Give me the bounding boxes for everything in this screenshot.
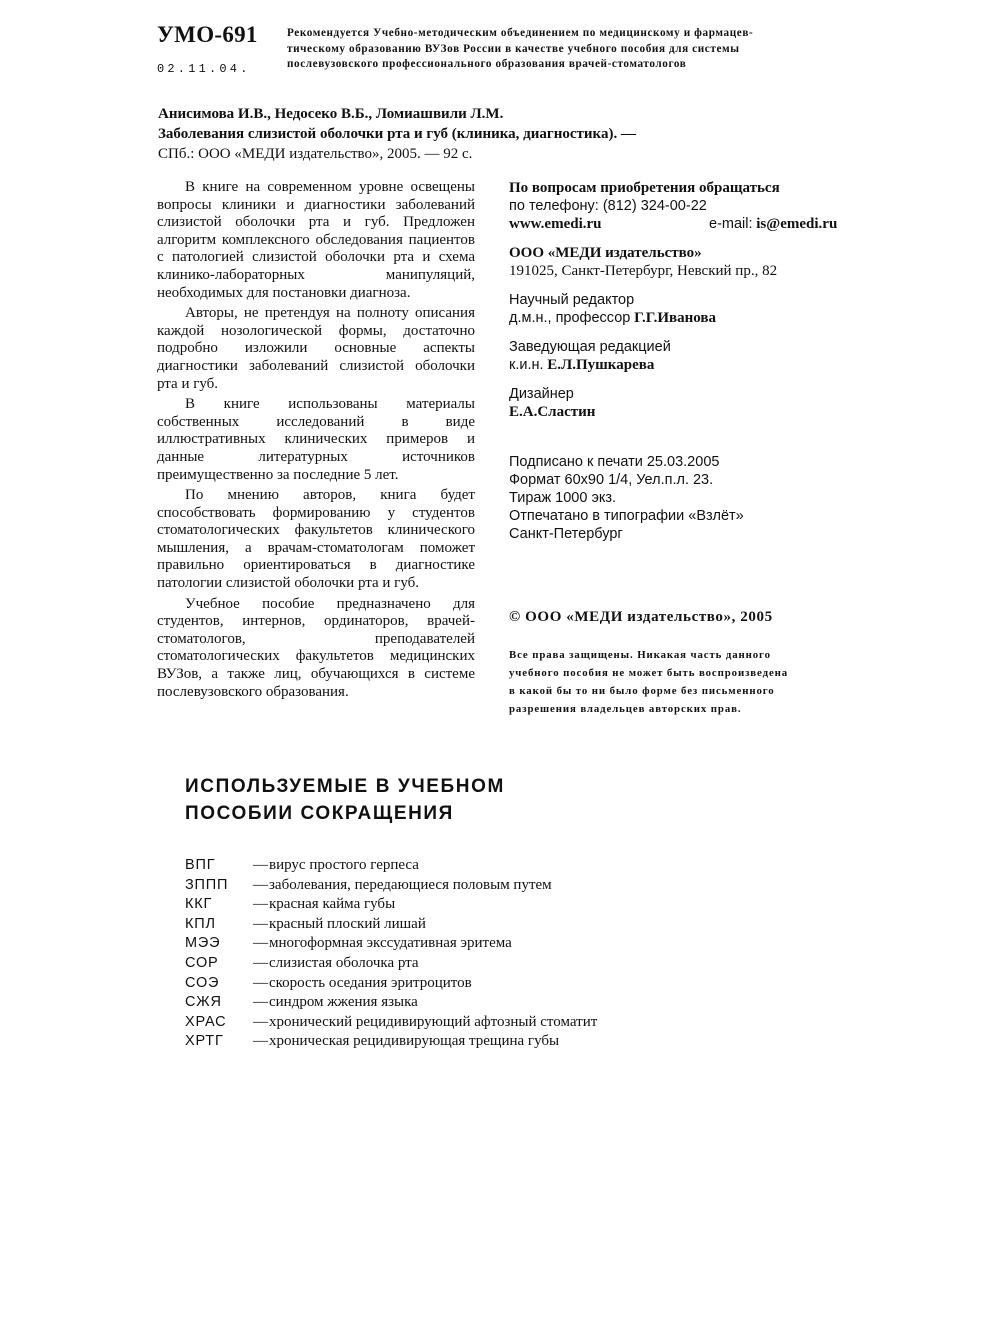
list-item — [185, 916, 597, 936]
abbr-meaning: красный плоский лишай — [269, 915, 426, 932]
contacts-block — [509, 179, 849, 233]
abbr-dash: — — [253, 1013, 268, 1030]
authors: Анисимова И.В., Недосеко В.Б., Ломиашвили Л.М. — [158, 106, 504, 122]
print-info-line: Отпечатано в типографии «Взлёт» — [509, 508, 744, 524]
list-item — [185, 857, 597, 877]
recommendation-note — [287, 26, 847, 73]
email-label: e-mail: — [709, 216, 753, 232]
imprint: СПб.: ООО «МЕДИ издательство», 2005. — 92 с. — [158, 146, 473, 162]
head-editor-block — [509, 338, 849, 374]
list-item — [185, 975, 597, 995]
abbr-dash: — — [253, 876, 268, 893]
book-title: Заболевания слизистой оболочки рта и губ (клиника, диагностика). — — [158, 126, 636, 142]
abbr-dash: — — [253, 994, 268, 1011]
abbr-code: ХРАС — [185, 1013, 227, 1030]
abbreviations-title-line: ПОСОБИИ СОКРАЩЕНИЯ — [185, 803, 454, 824]
abbr-code: КПЛ — [185, 915, 216, 932]
print-info-line: Санкт-Петербург — [509, 526, 623, 542]
contacts-heading: По вопросам приобретения обращаться — [509, 180, 780, 196]
print-info-line: Формат 60x90 1/4, Уел.п.л. 23. — [509, 472, 714, 488]
phone: по телефону: (812) 324-00-22 — [509, 198, 707, 214]
sci-editor-block — [509, 291, 849, 327]
sci-editor-name: Г.Г.Иванова — [634, 310, 716, 326]
sci-editor-degree: д.м.н., профессор — [509, 310, 631, 326]
designer-block — [509, 385, 849, 421]
recommendation-line: Рекомендуется Учебно-методическим объединением по медицинскому и фармацев- — [287, 27, 754, 39]
list-item — [185, 935, 597, 955]
recommendation-line: тическому образованию ВУЗов России в качестве учебного пособия для системы — [287, 42, 740, 55]
rights-notice — [509, 646, 849, 718]
abbr-code: ХРТГ — [185, 1033, 224, 1050]
abbr-code: ЗППП — [185, 876, 229, 893]
list-item — [185, 1033, 597, 1053]
print-info-line: Тираж 1000 экз. — [509, 490, 617, 506]
abbr-meaning: слизистая оболочка рта — [269, 954, 419, 971]
annotation-paragraph: Авторы, не претендуя на полноту описания каждой нозологической формы, достаточно подробно изложили основные аспекты диагностики заболеваний слизистой оболочки рта и губ. — [157, 305, 475, 392]
annotation-paragraph: По мнению авторов, книга будет способствовать формированию у студентов стоматологических факультетов клинического мышления, а врачам-стоматологам поможет правильно ориентироваться в диагностике патологии слизистой оболочки рта и губ. — [157, 487, 475, 592]
list-item — [185, 955, 597, 975]
annotation-paragraph: В книге использованы материалы собственных исследований в виде иллюстративных клинических примеров и данные литературных источников преимущественно за последние 5 лет. — [157, 396, 475, 483]
list-item — [185, 994, 597, 1014]
umo-code: УМО-691 — [157, 22, 258, 47]
abbr-code: СЖЯ — [185, 994, 222, 1011]
publisher-name: ООО «МЕДИ издательство» — [509, 245, 702, 261]
list-item — [185, 877, 597, 897]
designer-name: Е.А.Сластин — [509, 404, 596, 420]
abbreviations-title — [185, 773, 505, 827]
abbr-dash: — — [253, 1033, 268, 1050]
abbr-code: МЭЭ — [185, 935, 221, 952]
head-editor-role: Заведующая редакцией — [509, 339, 671, 355]
list-item — [185, 896, 597, 916]
abbr-meaning: хронический рецидивирующий афтозный стоматит — [269, 1013, 598, 1030]
bibliographic-record — [158, 104, 636, 164]
annotation-paragraph: В книге на современном уровне освещены вопросы клиники и диагностики заболеваний слизистой оболочки рта и губ. Предложен алгоритм комплексного обследования пациентов с патологией слизистой оболочки рта и схема клинико-лабораторных манипуляций, необходимых для постановки диагноза. — [157, 179, 475, 301]
annotation — [157, 179, 475, 704]
print-info — [509, 453, 849, 543]
rights-line: разрешения владельцев авторских прав. — [509, 703, 742, 715]
abbr-meaning: хроническая рецидивирующая трещина губы — [269, 1033, 560, 1050]
abbreviations-list — [185, 857, 597, 1053]
abbr-code: СОР — [185, 954, 219, 971]
abbr-meaning: заболевания, передающиеся половым путем — [269, 876, 552, 893]
abbr-meaning: красная кайма губы — [269, 896, 396, 913]
publisher-block — [509, 244, 849, 280]
rights-line: учебного пособия не может быть воспроизведена — [509, 667, 789, 679]
designer-role: Дизайнер — [509, 386, 574, 402]
abbr-code: ВПГ — [185, 857, 216, 873]
website-link[interactable]: www.emedi.ru — [509, 216, 602, 232]
email-link[interactable]: is@emedi.ru — [756, 216, 838, 232]
abbr-meaning: многоформная экссудативная эритема — [269, 935, 512, 952]
print-info-line: Подписано к печати 25.03.2005 — [509, 454, 720, 470]
rights-line: Все права защищены. Никакая часть данного — [509, 649, 771, 661]
recommendation-line: послевузовского профессионального образования врачей-стоматологов — [287, 58, 687, 70]
abbr-dash: — — [253, 896, 268, 913]
abbr-dash: — — [253, 935, 268, 952]
head-editor-name: Е.Л.Пушкарева — [547, 357, 655, 373]
abbr-meaning: синдром жжения языка — [269, 994, 418, 1011]
umo-date: 02.11.04. — [157, 62, 251, 76]
annotation-paragraph: Учебное пособие предназначено для студентов, интернов, ординаторов, врачей-стоматологов, преподавателей стоматологических факультетов медицинских ВУЗов, а также лиц, обучающихся в системе послевузовского образования. — [157, 595, 475, 700]
copyright: © ООО «МЕДИ издательство», 2005 — [509, 609, 773, 625]
abbr-code: ККГ — [185, 896, 213, 913]
web-contacts — [509, 215, 849, 233]
abbr-meaning: скорость оседания эритроцитов — [269, 974, 472, 991]
abbr-dash: — — [253, 915, 268, 932]
abbr-dash: — — [253, 857, 268, 873]
abbr-dash: — — [253, 954, 268, 971]
abbr-code: СОЭ — [185, 974, 220, 991]
head-editor-degree: к.и.н. — [509, 357, 544, 373]
publisher-address: 191025, Санкт-Петербург, Невский пр., 82 — [509, 263, 778, 279]
abbr-meaning: вирус простого герпеса — [269, 857, 419, 873]
abbreviations-title-line: ИСПОЛЬЗУЕМЫЕ В УЧЕБНОМ — [185, 776, 505, 797]
abbr-dash: — — [253, 974, 268, 991]
sci-editor-role: Научный редактор — [509, 292, 635, 308]
list-item — [185, 1014, 597, 1034]
rights-line: в какой бы то ни было форме без письменного — [509, 685, 775, 697]
publisher-info — [509, 179, 849, 543]
